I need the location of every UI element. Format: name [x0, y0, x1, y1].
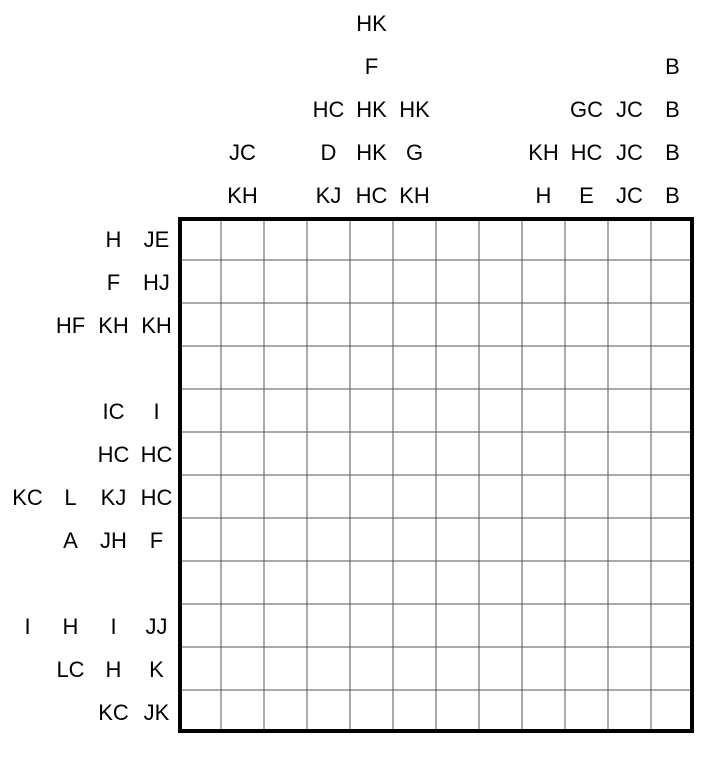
- grid-cell[interactable]: [307, 475, 350, 518]
- row-clue: F: [106, 270, 121, 295]
- grid-cell[interactable]: [651, 260, 694, 303]
- grid-cell[interactable]: [436, 217, 479, 260]
- column-clue: JC: [616, 183, 643, 208]
- grid-cell[interactable]: [393, 217, 436, 260]
- grid-cell[interactable]: [522, 518, 565, 561]
- grid-cell[interactable]: [522, 561, 565, 604]
- column-clue: KH: [227, 183, 258, 208]
- grid-cell[interactable]: [350, 604, 393, 647]
- row-clue: H: [62, 614, 79, 639]
- grid-cell[interactable]: [350, 518, 393, 561]
- grid-cell[interactable]: [264, 346, 307, 389]
- grid-cell[interactable]: [565, 518, 608, 561]
- grid-cell[interactable]: [307, 604, 350, 647]
- grid-cell[interactable]: [565, 303, 608, 346]
- row-clue: LC: [56, 657, 85, 682]
- grid-cell[interactable]: [393, 604, 436, 647]
- row-clue: KC: [12, 485, 43, 510]
- column-clue: HK: [356, 140, 387, 165]
- grid-cell[interactable]: [307, 647, 350, 690]
- grid-cell[interactable]: [350, 260, 393, 303]
- row-clue: KH: [141, 313, 172, 338]
- column-clue: HC: [312, 97, 345, 122]
- grid-cell[interactable]: [264, 389, 307, 432]
- grid-cell[interactable]: [436, 647, 479, 690]
- column-clue: G: [405, 140, 424, 165]
- grid-cell[interactable]: [479, 518, 522, 561]
- grid-cell[interactable]: [178, 690, 221, 733]
- row-clue: I: [110, 614, 117, 639]
- grid-cell[interactable]: [436, 389, 479, 432]
- grid-cell[interactable]: [479, 561, 522, 604]
- column-clue: B: [665, 54, 680, 79]
- grid-cell[interactable]: [651, 389, 694, 432]
- grid-cell[interactable]: [178, 518, 221, 561]
- grid-cell[interactable]: [307, 389, 350, 432]
- grid-cell[interactable]: [565, 389, 608, 432]
- grid-cell[interactable]: [565, 217, 608, 260]
- grid-cell[interactable]: [264, 217, 307, 260]
- grid-cell[interactable]: [393, 432, 436, 475]
- grid-cell[interactable]: [178, 561, 221, 604]
- grid-cell[interactable]: [479, 217, 522, 260]
- grid-cell[interactable]: [479, 647, 522, 690]
- grid-cell[interactable]: [264, 604, 307, 647]
- grid-cell[interactable]: [608, 389, 651, 432]
- grid-cell[interactable]: [565, 475, 608, 518]
- grid-cell[interactable]: [608, 690, 651, 733]
- grid-cell[interactable]: [178, 303, 221, 346]
- grid-cell[interactable]: [522, 604, 565, 647]
- grid-cell[interactable]: [565, 432, 608, 475]
- row-clue: HC: [140, 442, 173, 467]
- grid-cell[interactable]: [221, 518, 264, 561]
- grid-cell[interactable]: [651, 561, 694, 604]
- grid-cell[interactable]: [565, 346, 608, 389]
- grid-cell[interactable]: [221, 432, 264, 475]
- grid-cell[interactable]: [651, 647, 694, 690]
- row-clue: F: [149, 528, 164, 553]
- grid-cell[interactable]: [393, 303, 436, 346]
- grid-cell[interactable]: [608, 303, 651, 346]
- column-clue: KH: [399, 183, 430, 208]
- grid-cell[interactable]: [350, 475, 393, 518]
- grid-cell[interactable]: [522, 260, 565, 303]
- grid-cell[interactable]: [479, 604, 522, 647]
- grid-cell[interactable]: [178, 647, 221, 690]
- grid-cell[interactable]: [436, 604, 479, 647]
- row-clue: JH: [100, 528, 127, 553]
- grid-cell[interactable]: [522, 475, 565, 518]
- column-clue: F: [364, 54, 379, 79]
- grid-cell[interactable]: [436, 303, 479, 346]
- column-clue: HK: [399, 97, 430, 122]
- grid-cell[interactable]: [479, 690, 522, 733]
- row-clue: L: [64, 485, 77, 510]
- grid-cell[interactable]: [307, 303, 350, 346]
- grid-cell[interactable]: [350, 561, 393, 604]
- grid-cell[interactable]: [651, 346, 694, 389]
- row-clue: A: [63, 528, 78, 553]
- grid-cell[interactable]: [522, 432, 565, 475]
- grid-cell[interactable]: [264, 260, 307, 303]
- grid-cell[interactable]: [221, 303, 264, 346]
- column-clue: JC: [616, 140, 643, 165]
- grid-cell[interactable]: [393, 475, 436, 518]
- grid-cell[interactable]: [221, 389, 264, 432]
- grid-cell[interactable]: [264, 561, 307, 604]
- grid-cell[interactable]: [608, 260, 651, 303]
- grid-cell[interactable]: [393, 346, 436, 389]
- grid-cell[interactable]: [221, 647, 264, 690]
- column-clue: HK: [356, 11, 387, 36]
- grid-cell[interactable]: [350, 389, 393, 432]
- column-clue: D: [320, 140, 337, 165]
- row-clue: KH: [98, 313, 129, 338]
- grid-cell[interactable]: [565, 690, 608, 733]
- grid-cell[interactable]: [221, 475, 264, 518]
- column-clue: KH: [528, 140, 559, 165]
- grid-cell[interactable]: [221, 217, 264, 260]
- grid-cell[interactable]: [307, 518, 350, 561]
- grid-cell[interactable]: [221, 561, 264, 604]
- grid-cell[interactable]: [264, 647, 307, 690]
- grid-cell[interactable]: [178, 217, 221, 260]
- grid-cell[interactable]: [479, 303, 522, 346]
- grid-cell[interactable]: [565, 561, 608, 604]
- grid-cell[interactable]: [178, 260, 221, 303]
- grid-cell[interactable]: [307, 561, 350, 604]
- grid-cell[interactable]: [436, 690, 479, 733]
- row-clue: KJ: [100, 485, 127, 510]
- column-clue: KJ: [315, 183, 342, 208]
- grid-cell[interactable]: [221, 604, 264, 647]
- grid-cell[interactable]: [178, 432, 221, 475]
- column-clue: JC: [616, 97, 643, 122]
- grid-cell[interactable]: [221, 346, 264, 389]
- grid-cell[interactable]: [608, 604, 651, 647]
- row-clue: H: [105, 227, 122, 252]
- column-clue: HC: [355, 183, 388, 208]
- grid-cell[interactable]: [393, 690, 436, 733]
- grid-cell[interactable]: [264, 432, 307, 475]
- row-clue: K: [149, 657, 164, 682]
- grid-cell[interactable]: [436, 346, 479, 389]
- grid-cell[interactable]: [307, 432, 350, 475]
- grid-cell[interactable]: [651, 518, 694, 561]
- row-clue: HF: [55, 313, 86, 338]
- grid-cell[interactable]: [565, 647, 608, 690]
- column-clue: HC: [570, 140, 603, 165]
- grid-cell[interactable]: [393, 389, 436, 432]
- grid-cell[interactable]: [264, 690, 307, 733]
- grid-cell[interactable]: [522, 217, 565, 260]
- grid-cell[interactable]: [522, 389, 565, 432]
- grid-cell[interactable]: [393, 647, 436, 690]
- grid-cell[interactable]: [264, 475, 307, 518]
- grid-cell[interactable]: [393, 260, 436, 303]
- grid-cell[interactable]: [436, 260, 479, 303]
- grid-cell[interactable]: [651, 432, 694, 475]
- grid-cell[interactable]: [522, 647, 565, 690]
- grid-cell[interactable]: [565, 260, 608, 303]
- grid-cell[interactable]: [307, 217, 350, 260]
- grid-cell[interactable]: [307, 260, 350, 303]
- grid-cell[interactable]: [393, 518, 436, 561]
- grid-cell[interactable]: [264, 518, 307, 561]
- row-clue: HJ: [143, 270, 170, 295]
- grid-cell[interactable]: [350, 217, 393, 260]
- grid-cell[interactable]: [608, 217, 651, 260]
- grid-cell[interactable]: [608, 647, 651, 690]
- grid-cell[interactable]: [178, 389, 221, 432]
- grid-cell[interactable]: [608, 518, 651, 561]
- row-clue: H: [105, 657, 122, 682]
- grid-cell[interactable]: [307, 690, 350, 733]
- row-clue: JE: [143, 227, 170, 252]
- grid-cell[interactable]: [436, 475, 479, 518]
- grid-cell[interactable]: [608, 346, 651, 389]
- grid-cell[interactable]: [522, 303, 565, 346]
- row-clue: KC: [98, 700, 129, 725]
- grid-cell[interactable]: [221, 260, 264, 303]
- row-clue: HC: [97, 442, 130, 467]
- grid-cell[interactable]: [178, 475, 221, 518]
- column-clue: B: [665, 97, 680, 122]
- column-clue: B: [665, 183, 680, 208]
- grid-cell[interactable]: [608, 475, 651, 518]
- row-clue: I: [153, 399, 160, 424]
- grid-cell[interactable]: [393, 561, 436, 604]
- column-clue: B: [665, 140, 680, 165]
- column-clue: JC: [229, 140, 256, 165]
- row-clue: IC: [102, 399, 125, 424]
- grid-cell[interactable]: [436, 432, 479, 475]
- grid-cell[interactable]: [608, 561, 651, 604]
- row-clue: I: [24, 614, 31, 639]
- grid-cell[interactable]: [479, 346, 522, 389]
- grid-cell[interactable]: [651, 217, 694, 260]
- grid-cell[interactable]: [350, 690, 393, 733]
- row-clue: JJ: [145, 614, 168, 639]
- grid-cell[interactable]: [479, 260, 522, 303]
- grid-cell[interactable]: [651, 475, 694, 518]
- puzzle-grid: [178, 217, 694, 733]
- column-clue: GC: [570, 97, 603, 122]
- grid-cell[interactable]: [651, 690, 694, 733]
- grid-cell[interactable]: [565, 604, 608, 647]
- grid-cell[interactable]: [651, 604, 694, 647]
- grid-cell[interactable]: [307, 346, 350, 389]
- grid-cell[interactable]: [178, 346, 221, 389]
- grid-cell[interactable]: [350, 432, 393, 475]
- row-clue: HC: [140, 485, 173, 510]
- grid-cell[interactable]: [479, 432, 522, 475]
- grid-cell[interactable]: [479, 389, 522, 432]
- grid-cell[interactable]: [350, 647, 393, 690]
- grid-cell[interactable]: [350, 303, 393, 346]
- grid-cell[interactable]: [436, 561, 479, 604]
- grid-cell[interactable]: [479, 475, 522, 518]
- grid-cell[interactable]: [522, 690, 565, 733]
- grid-cell[interactable]: [651, 303, 694, 346]
- row-clue: JK: [143, 700, 170, 725]
- grid-cell[interactable]: [608, 432, 651, 475]
- grid-cell[interactable]: [350, 346, 393, 389]
- grid-cell[interactable]: [264, 303, 307, 346]
- grid-cell[interactable]: [178, 604, 221, 647]
- grid-cell[interactable]: [436, 518, 479, 561]
- column-clue: HK: [356, 97, 387, 122]
- column-clue: H: [535, 183, 552, 208]
- grid-cell[interactable]: [522, 346, 565, 389]
- grid-cell[interactable]: [221, 690, 264, 733]
- column-clue: E: [579, 183, 594, 208]
